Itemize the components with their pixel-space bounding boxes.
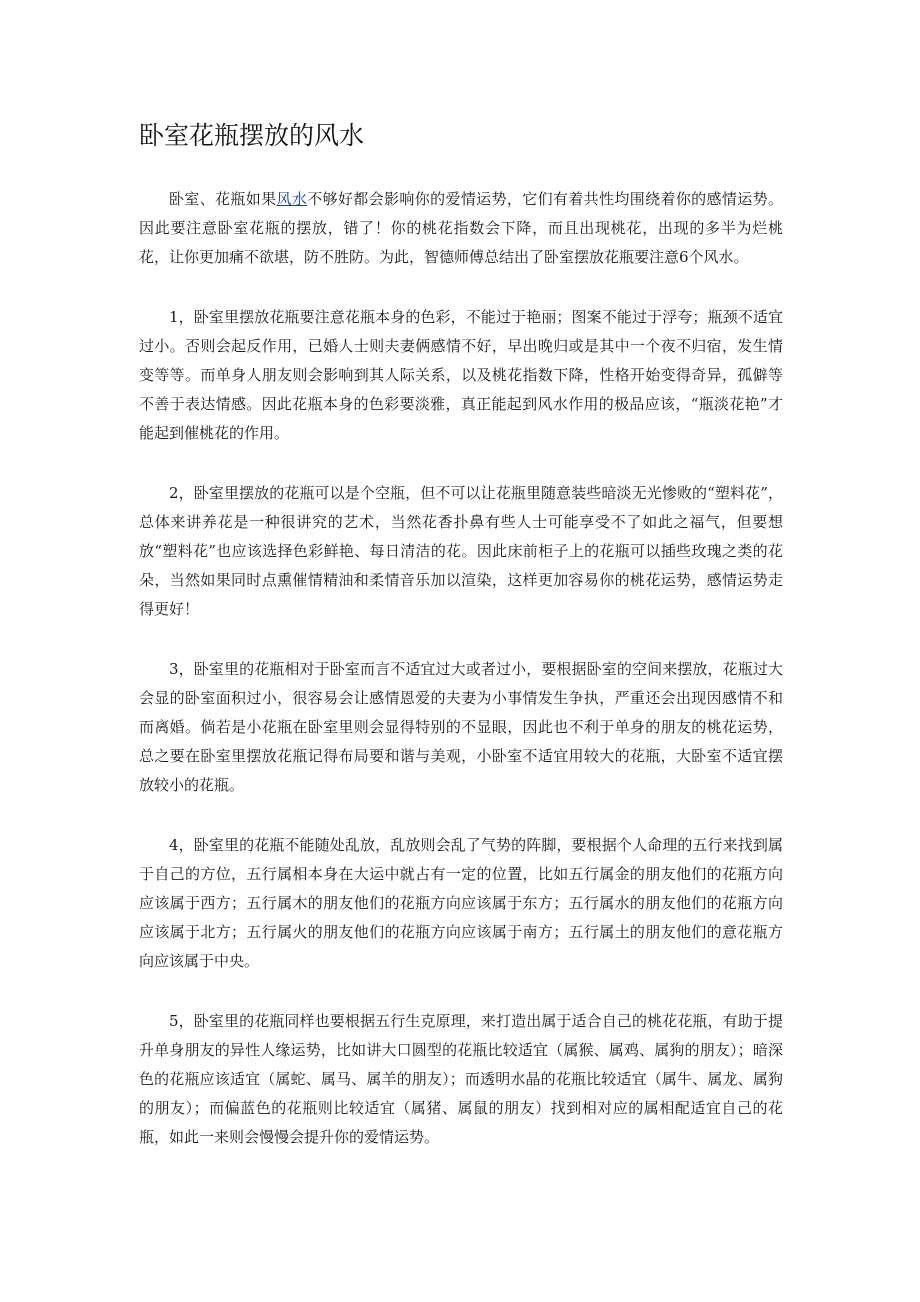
fengshui-link[interactable]: 风水 bbox=[276, 190, 308, 208]
page-title: 卧室花瓶摆放的风水 bbox=[139, 121, 365, 150]
intro-text-before-link: 卧室、花瓶如果 bbox=[169, 190, 277, 208]
intro-paragraph bbox=[139, 185, 783, 272]
article-body bbox=[139, 185, 783, 1183]
paragraph-4: 4，卧室里的花瓶不能随处乱放，乱放则会乱了气势的阵脚，要根据个人命理的五行来找到属于自己的方位，五行属相本身在大运中就占有一定的位置，比如五行属金的朋友他们的花瓶方向应该属于西方；五行属木的朋友他们的花瓶方向应该属于东方；五行属水的朋友他们的花瓶方向应该属于北方；五行属火的朋友他们的花瓶方向应该属于南方；五行属土的朋友他们的意花瓶方向应该属于中央。 bbox=[139, 836, 783, 970]
intro-text-after-link: 不够好都会影响你的爱情运势，它们有着共性均围绕着你的感情运势。因此要注意卧室花瓶的摆放，错了！你的桃花指数会下降，而且出现桃花，出现的多半为烂桃花，让你更加痛不欲堪，防不胜防。为此，智德师傅总结出了卧室摆放花瓶要注意6个风水。 bbox=[139, 190, 783, 266]
paragraph-1: 1，卧室里摆放花瓶要注意花瓶本身的色彩，不能过于艳丽；图案不能过于浮夸；瓶颈不适宜过小。否则会起反作用，已婚人士则夫妻俩感情不好，早出晚归或是其中一个夜不归宿，发生情变等等。而单身人朋友则会影响到其人际关系，以及桃花指数下降，性格开始变得奇异，孤僻等不善于表达情感。因此花瓶本身的色彩要淡雅，真正能起到风水作用的极品应该，“瓶淡花艳”才能起到催桃花的作用。 bbox=[139, 308, 783, 442]
paragraph-5: 5，卧室里的花瓶同样也要根据五行生克原理，来打造出属于适合自己的桃花花瓶，有助于提升单身朋友的异性人缘运势，比如讲大口圆型的花瓶比较适宜（属猴、属鸡、属狗的朋友）；暗深色的花瓶应该适宜（属蛇、属马、属羊的朋友）；而透明水晶的花瓶比较适宜（属牛、属龙、属狗的朋友）；而偏蓝色的花瓶则比较适宜（属猪、属鼠的朋友）找到相对应的属相配适宜自己的花瓶，如此一来则会慢慢会提升你的爱情运势。 bbox=[139, 1012, 783, 1146]
paragraph-2: 2，卧室里摆放的花瓶可以是个空瓶，但不可以让花瓶里随意装些暗淡无光惨败的“塑料花”，总体来讲养花是一种很讲究的艺术，当然花香扑鼻有些人士可能享受不了如此之福气，但要想放“塑料花”也应该选择色彩鲜艳、每日清洁的花。因此床前柜子上的花瓶可以插些玫瑰之类的花朵，当然如果同时点熏催情精油和柔情音乐加以渲染，这样更加容易你的桃花运势，感情运势走得更好！ bbox=[139, 484, 783, 618]
paragraph-3: 3，卧室里的花瓶相对于卧室而言不适宜过大或者过小，要根据卧室的空间来摆放，花瓶过大会显的卧室面积过小，很容易会让感情恩爱的夫妻为小事情发生争执，严重还会出现因感情不和而离婚。倘若是小花瓶在卧室里则会显得特别的不显眼，因此也不利于单身的朋友的桃花运势，总之要在卧室里摆放花瓶记得布局要和谐与美观，小卧室不适宜用较大的花瓶，大卧室不适宜摆放较小的花瓶。 bbox=[139, 660, 783, 794]
